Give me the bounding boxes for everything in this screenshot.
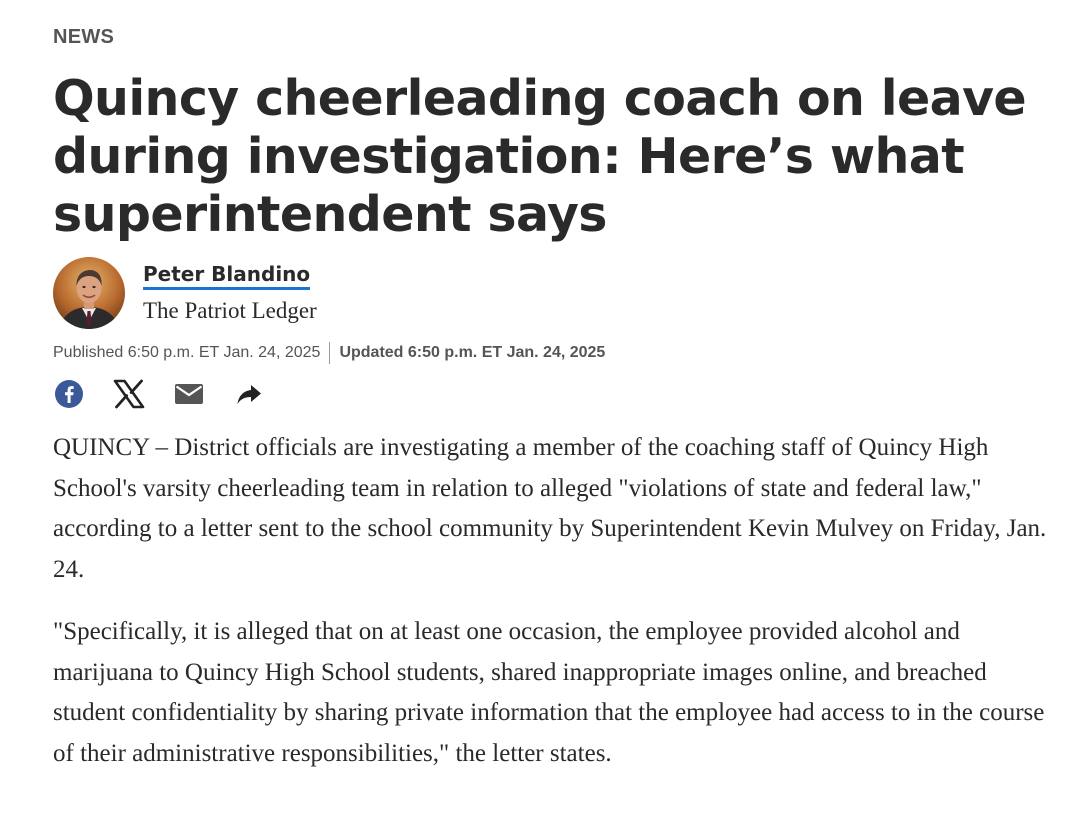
author-avatar[interactable]	[53, 257, 125, 329]
share-toolbar	[53, 380, 293, 412]
updated-timestamp: Updated 6:50 p.m. ET Jan. 24, 2025	[339, 344, 606, 361]
email-icon	[174, 382, 204, 411]
section-label[interactable]: NEWS	[53, 26, 115, 48]
share-arrow-icon	[235, 382, 263, 411]
date-separator	[329, 342, 330, 364]
byline	[53, 257, 317, 329]
article-headline: Quincy cheerleading coach on leave during investigation: Here’s what superintendent says	[53, 70, 1027, 243]
published-timestamp: Published 6:50 p.m. ET Jan. 24, 2025	[53, 344, 321, 361]
share-x-button[interactable]	[113, 380, 145, 412]
share-email-button[interactable]	[173, 380, 205, 412]
author-block	[143, 262, 317, 324]
article-body	[53, 428, 1053, 796]
article-paragraph: "Specifically, it is alleged that on at least one occasion, the employee provided alcohol and marijuana to Quincy High School students, shared inappropriate images online, and breached student confidentiality by sharing private information that the employee had access to in the course of their administrative responsibilities," the letter states.	[53, 618, 1045, 767]
share-link-button[interactable]	[233, 380, 265, 412]
author-name-link[interactable]: Peter Blandino	[143, 262, 310, 290]
article-paragraph: QUINCY – District officials are investigating a member of the coaching staff of Quincy High School's varsity cheerleading team in relation to alleged "violations of state and federal law," according to a letter sent to the school community by Superintendent Kevin Mulvey on Friday, Jan. 24.	[53, 434, 1047, 583]
share-facebook-button[interactable]	[53, 380, 85, 412]
facebook-icon	[54, 379, 84, 414]
x-icon	[113, 379, 145, 414]
author-outlet: The Patriot Ledger	[143, 298, 317, 323]
dateline	[53, 342, 605, 364]
